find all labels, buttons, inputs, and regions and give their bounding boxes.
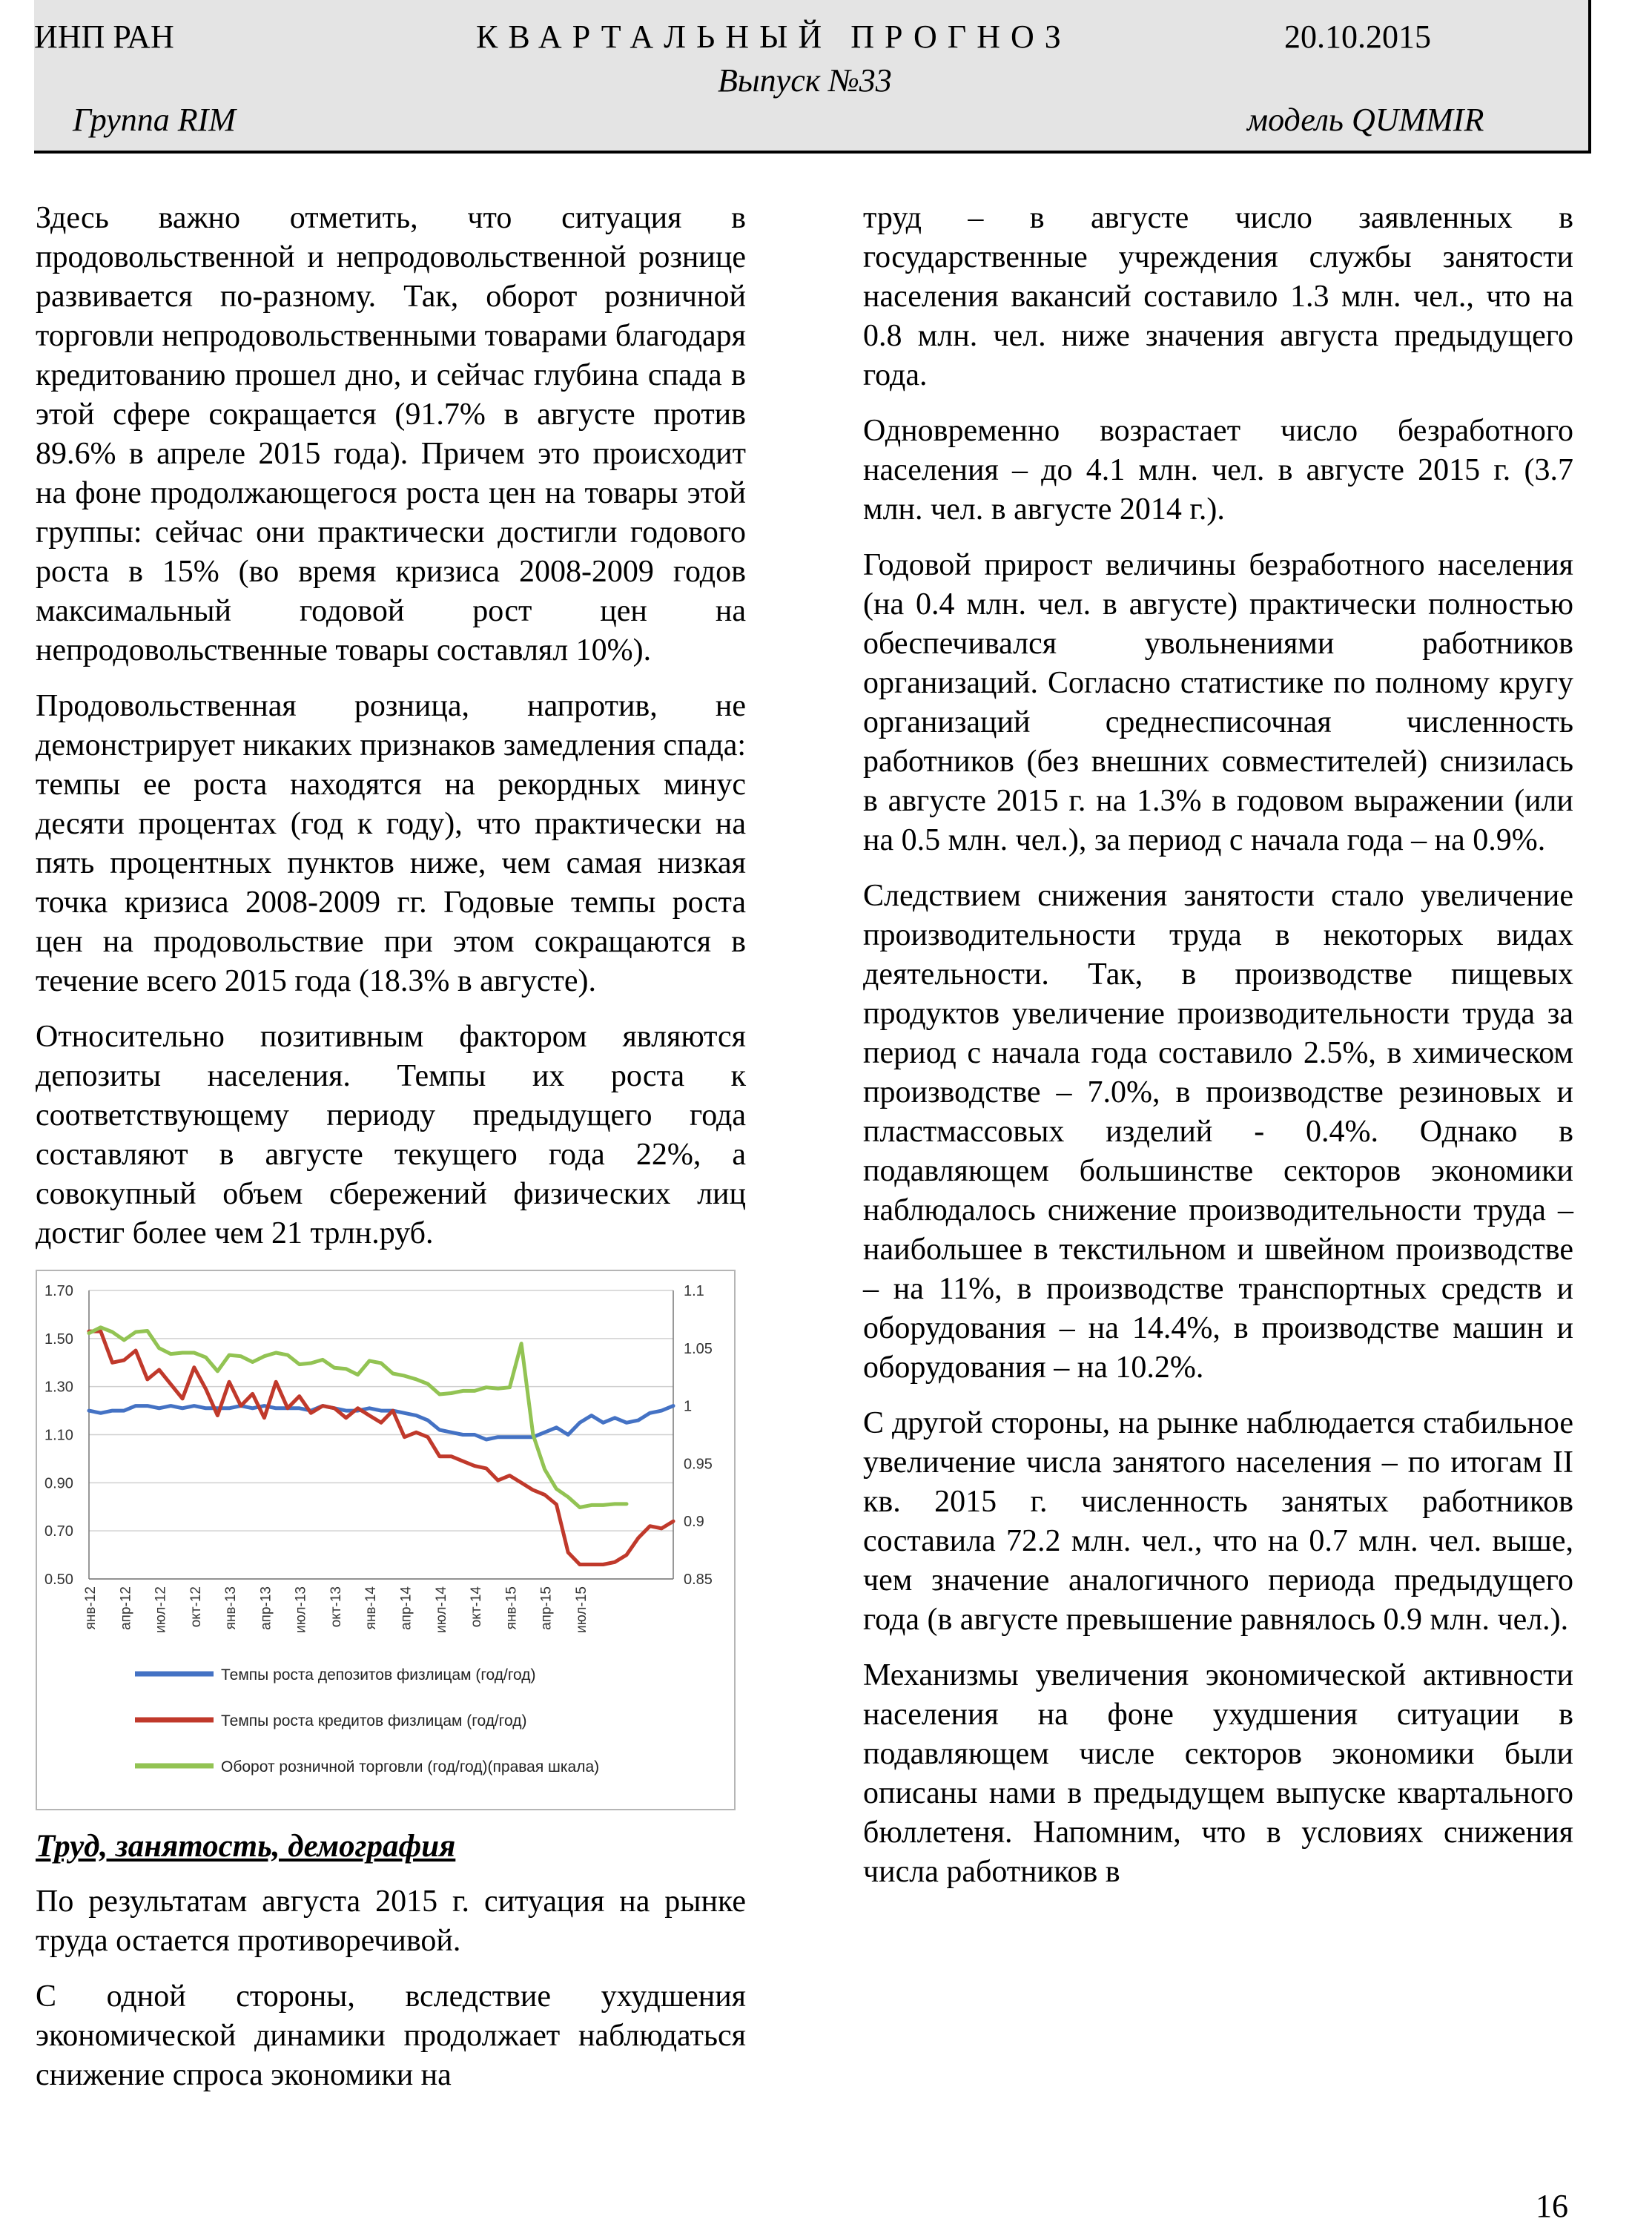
header-org: ИНП РАН: [34, 19, 174, 55]
header-issue: Выпуск №33: [718, 62, 892, 99]
legend-label: Оборот розничной торговли (год/год)(правая шкала): [221, 1758, 600, 1775]
legend-label: Темпы роста кредитов физлицам (год/год): [221, 1712, 527, 1729]
header-date: 20.10.2015: [1284, 19, 1431, 55]
x-tick-label: янв-13: [223, 1586, 239, 1630]
right-column: [863, 199, 1573, 1908]
series-line-3: [89, 1328, 627, 1508]
x-tick-label: окт-13: [328, 1586, 344, 1628]
x-tick-label: окт-12: [188, 1586, 204, 1628]
paragraph: С другой стороны, на рынке наблюдается стабильное увеличение числа занятого населения – по итогам II кв. 2015 г. численность занятых работников составила 72.2 млн. чел., что на 0.7 млн. чел. выше, чем значение аналогичного периода предыдущего года (в августе превышение равнялось 0.9 млн. чел.).: [863, 1406, 1573, 1637]
paragraph: Следствием снижения занятости стало увеличение производительности труда в некоторых видах деятельности. Так, в производстве пищевых продуктов увеличение производительности труда за период с начала года составило 2.5%, в химическом производстве – 7.0%, в производстве резиновых и пластмассовых изделий - 0.4%. Однако в подавляющем большинстве секторов экономики наблюдалось снижение производительности труда – наибольшее в текстильном и швейном производстве – на 11%, в производстве транспортных средств и оборудования – на 14.4%, в производстве машин и оборудования – на 10.2%.: [863, 879, 1573, 1385]
page-header: [34, 0, 1591, 154]
page-number: 16: [1536, 2188, 1568, 2224]
y2-tick-label: 0.9: [684, 1514, 704, 1531]
x-tick-label: окт-14: [469, 1586, 485, 1628]
legend-label: Темпы роста депозитов физлицам (год/год): [221, 1666, 536, 1684]
x-tick-label: апр-12: [118, 1586, 134, 1630]
x-tick-label: апр-13: [258, 1586, 274, 1630]
paragraph: Механизмы увеличения экономической активности населения на фоне ухудшения ситуации в подавляющем числе секторов экономики были описаны нами в предыдущем выпуске квартального бюллетеня. Напомним, что в условиях снижения числа работников в: [863, 1658, 1573, 1889]
y2-tick-label: 0.85: [684, 1572, 713, 1588]
y2-tick-label: 1.05: [684, 1340, 713, 1357]
y-tick-label: 1.30: [44, 1379, 73, 1396]
line-chart-svg: [37, 1271, 737, 1812]
x-tick-label: янв-15: [503, 1586, 520, 1630]
header-group: Группа RIM: [73, 102, 236, 138]
x-tick-label: июл-12: [153, 1586, 169, 1633]
y2-tick-label: 0.95: [684, 1456, 713, 1473]
paragraph: Годовой прирост величины безработного населения (на 0.4 млн. чел. в августе) практически полностью обеспечивался увольнениями работников организаций. Согласно статистике по полному кругу организаций среднесписочная численность работников (без внешних совместителей) снизилась в августе 2015 г. на 1.3% в годовом выражении (или на 0.5 млн. чел.), за период с начала года – на 0.9%.: [863, 548, 1573, 857]
section-title: Труд, занятость, демография: [36, 1829, 456, 1864]
y-tick-label: 1.10: [44, 1427, 73, 1444]
y-tick-label: 0.70: [44, 1523, 73, 1540]
paragraph: труд – в августе число заявленных в государственные учреждения службы занятости населения вакансий составило 1.3 млн. чел., что на 0.8 млн. чел. ниже значения августа предыдущего года.: [863, 201, 1573, 392]
y-tick-label: 0.50: [44, 1572, 73, 1588]
paragraph: Здесь важно отметить, что ситуация в продовольственной и непродовольственной рознице развивается по-разному. Так, оборот розничной торговли непродовольственными товарами благодаря кредитованию прошел дно, и сейчас глубина спада в этой сфере сокращается (91.7% в августе против 89.6% в апреле 2015 года). Причем это происходит на фоне продолжающегося роста цен на товары этой группы: сейчас они практически достигли годового роста в 15% (во время кризиса 2008-2009 годов максимальный годовой рост цен на непродовольственные товары составлял 10%).: [36, 201, 746, 667]
x-tick-label: апр-14: [398, 1586, 414, 1630]
y-tick-label: 1.70: [44, 1283, 73, 1299]
x-tick-label: июл-13: [293, 1586, 309, 1633]
x-tick-label: янв-14: [363, 1586, 380, 1630]
x-tick-label: апр-15: [538, 1586, 555, 1630]
y-tick-label: 0.90: [44, 1475, 73, 1492]
paragraph: Относительно позитивным фактором являются депозиты населения. Темпы их роста к соответствующему периоду предыдущего года составляют в августе текущего года 22%, а совокупный объем сбережений физических лиц достиг более чем 21 трлн.руб.: [36, 1020, 746, 1250]
line-chart: [36, 1270, 736, 1810]
y2-tick-label: 1.1: [684, 1283, 704, 1299]
series-line-2: [89, 1331, 673, 1564]
paragraph: По результатам августа 2015 г. ситуация на рынке труда остается противоречивой.: [36, 1884, 746, 1958]
paragraph: С одной стороны, вследствие ухудшения экономической динамики продолжает наблюдаться снижение спроса экономики на: [36, 1979, 746, 2092]
paragraph: Одновременно возрастает число безработного населения – до 4.1 млн. чел. в августе 2015 г. (3.7 млн. чел. в августе 2014 г.).: [863, 414, 1573, 527]
paragraph: Продовольственная розница, напротив, не демонстрирует никаких признаков замедления спада: темпы ее роста находятся на рекордных минус десяти процентах (год к году), что практически на пять процентных пунктов ниже, чем самая низкая точка кризиса 2008-2009 гг. Годовые темпы роста цен на продовольствие при этом сокращаются в течение всего 2015 года (18.3% в августе).: [36, 689, 746, 998]
header-title: КВАРТАЛЬНЫЙ ПРОГНОЗ: [476, 19, 1071, 55]
x-tick-label: июл-14: [433, 1586, 449, 1633]
header-model: модель QUMMIR: [1247, 102, 1484, 138]
y2-tick-label: 1: [684, 1398, 693, 1415]
x-tick-label: июл-15: [573, 1586, 589, 1633]
left-column: [36, 199, 746, 2111]
x-tick-label: янв-12: [83, 1586, 99, 1630]
y-tick-label: 1.50: [44, 1330, 73, 1348]
